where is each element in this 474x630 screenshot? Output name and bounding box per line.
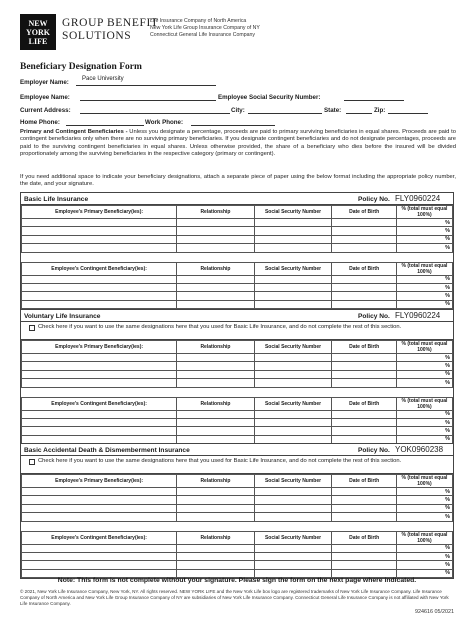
beneficiary-name-cell[interactable]	[22, 292, 177, 300]
home-phone-label: Home Phone:	[20, 119, 60, 126]
relationship-cell[interactable]	[177, 292, 255, 300]
section-title: Basic Life Insurance	[24, 195, 89, 203]
ssn-cell[interactable]	[254, 370, 332, 378]
ssn-cell[interactable]	[254, 496, 332, 504]
percentage-cell[interactable]: %	[396, 513, 452, 521]
table-spacer-row	[22, 387, 453, 397]
address-field[interactable]	[80, 106, 230, 114]
percentage-header: % (total must equal 100%)	[396, 397, 452, 410]
table-row	[22, 370, 453, 378]
voluntary-life-beneficiary-table	[21, 340, 453, 444]
percentage-cell[interactable]: %	[396, 370, 452, 378]
policy-number: FLY0960224	[395, 194, 441, 204]
percentage-cell[interactable]: %	[396, 418, 452, 426]
table-row	[22, 496, 453, 504]
table-header-row	[22, 397, 453, 410]
beneficiary-name-header: Employee's Primary Beneficiary(ies):	[22, 341, 177, 354]
ssn-cell[interactable]	[254, 244, 332, 252]
beneficiary-name-header: Employee's Contingent Beneficiary(ies):	[22, 531, 177, 544]
beneficiary-name-cell[interactable]	[22, 513, 177, 521]
percentage-cell[interactable]: %	[396, 292, 452, 300]
ssn-cell[interactable]	[254, 292, 332, 300]
percentage-cell[interactable]: %	[396, 354, 452, 362]
percentage-cell[interactable]: %	[396, 427, 452, 435]
relationship-header: Relationship	[177, 397, 255, 410]
relationship-header: Relationship	[177, 475, 255, 488]
percentage-cell[interactable]: %	[396, 504, 452, 512]
percentage-header: % (total must equal 100%)	[396, 206, 452, 219]
section-title: Basic Accidental Death & Dismemberment Insurance	[24, 446, 190, 454]
table-header-row	[22, 206, 453, 219]
percentage-header: % (total must equal 100%)	[396, 531, 452, 544]
ssn-cell[interactable]	[254, 227, 332, 235]
relationship-header: Relationship	[177, 262, 255, 275]
table-row	[22, 379, 453, 387]
relationship-cell[interactable]	[177, 219, 255, 227]
dob-header: Date of Birth	[332, 262, 397, 275]
beneficiary-name-cell[interactable]	[22, 227, 177, 235]
beneficiary-name-cell[interactable]	[22, 244, 177, 252]
signature-note: Note: This form is not complete without your signature. Please sign the form on the next page where indicated.	[57, 577, 417, 584]
dob-cell[interactable]	[332, 379, 397, 387]
relationship-cell[interactable]	[177, 244, 255, 252]
dob-cell[interactable]	[332, 227, 397, 235]
table-row	[22, 488, 453, 496]
dob-cell[interactable]	[332, 283, 397, 291]
beneficiary-name-cell[interactable]	[22, 362, 177, 370]
relationship-cell[interactable]	[177, 354, 255, 362]
percentage-cell[interactable]: %	[396, 379, 452, 387]
basic-life-section	[20, 192, 454, 310]
table-header-row	[22, 531, 453, 544]
relationship-cell[interactable]	[177, 488, 255, 496]
beneficiary-name-cell[interactable]	[22, 410, 177, 418]
beneficiary-name-cell[interactable]	[22, 488, 177, 496]
table-row	[22, 504, 453, 512]
relationship-cell[interactable]	[177, 427, 255, 435]
percentage-cell[interactable]: %	[396, 496, 452, 504]
beneficiary-name-cell[interactable]	[22, 354, 177, 362]
table-row	[22, 544, 453, 552]
ssn-cell[interactable]	[254, 275, 332, 283]
zip-field[interactable]	[388, 106, 428, 114]
ssn-cell[interactable]	[254, 362, 332, 370]
ssn-cell[interactable]	[254, 488, 332, 496]
percentage-cell[interactable]: %	[396, 300, 452, 308]
dob-cell[interactable]	[332, 300, 397, 308]
ssn-cell[interactable]	[254, 418, 332, 426]
percentage-cell[interactable]: %	[396, 410, 452, 418]
beneficiary-name-cell[interactable]	[22, 544, 177, 552]
beneficiary-rules-paragraph: Primary and Contingent Beneficiaries - Unless you designate a percentage, proceeds are paid to primary surviving beneficiaries in equal shares. Proceeds are paid to contingent beneficiaries only when there are no surviving primary beneficiaries. If you designate contingent beneficiaries and do not designate percentages, proceeds are paid to the surviving contingent beneficiaries in equal shares. Unless otherwise provided, the share of a beneficiary who dies before the insured will be divided proportionately among the surviving beneficiaries in the respective category (primary or contingent).	[20, 129, 456, 158]
percentage-cell[interactable]: %	[396, 362, 452, 370]
ssn-label: Employee Social Security Number:	[218, 94, 321, 101]
table-header-row	[22, 475, 453, 488]
percentage-header: % (total must equal 100%)	[396, 341, 452, 354]
dob-cell[interactable]	[332, 244, 397, 252]
beneficiary-name-cell[interactable]	[22, 504, 177, 512]
form-code: 924616 05/2021	[415, 609, 454, 615]
policy-number: YOK0960238	[395, 445, 444, 455]
table-row	[22, 354, 453, 362]
percentage-cell[interactable]: %	[396, 488, 452, 496]
ssn-header: Social Security Number	[254, 397, 332, 410]
ssn-field[interactable]	[344, 93, 404, 101]
state-field[interactable]	[346, 106, 372, 114]
table-row	[22, 244, 453, 252]
dob-cell[interactable]	[332, 235, 397, 243]
relationship-cell[interactable]	[177, 544, 255, 552]
city-field[interactable]	[248, 106, 322, 114]
ssn-cell[interactable]	[254, 410, 332, 418]
dob-header: Date of Birth	[332, 531, 397, 544]
table-row	[22, 362, 453, 370]
city-label: City:	[231, 107, 245, 114]
ssn-cell[interactable]	[254, 561, 332, 569]
percentage-cell[interactable]: %	[396, 235, 452, 243]
relationship-cell[interactable]	[177, 504, 255, 512]
ssn-header: Social Security Number	[254, 341, 332, 354]
percentage-cell[interactable]: %	[396, 569, 452, 577]
percentage-header: % (total must equal 100%)	[396, 475, 452, 488]
spacer-cell	[22, 521, 453, 531]
beneficiary-name-cell[interactable]	[22, 283, 177, 291]
same-designation-text: Check here if you want to use the same designations here that you used for Basic Life Insurance, and do not complete the rest of this section.	[38, 458, 402, 464]
ssn-cell[interactable]	[254, 427, 332, 435]
copyright-text: © 2021, New York Life Insurance Company, New York, NY. All rights reserved. NEW YORK LIFE and the New York Life box logo are registered trademarks of New York Life Insurance Company. Life Insurance Company of North America and New York Life Group Insurance Company of NY are subsidiaries of New York Life Insurance Company. Connecticut General Life Insurance Company is not affiliated with New York Life Insurance Company.	[20, 589, 449, 606]
dob-cell[interactable]	[332, 275, 397, 283]
dob-cell[interactable]	[332, 496, 397, 504]
dob-cell[interactable]	[332, 418, 397, 426]
percentage-cell[interactable]: %	[396, 552, 452, 560]
basic-life-beneficiary-table	[21, 205, 453, 309]
add-beneficiary-table	[21, 474, 453, 578]
relationship-header: Relationship	[177, 531, 255, 544]
relationship-cell[interactable]	[177, 283, 255, 291]
table-spacer-row	[22, 252, 453, 262]
policy-label: Policy No.	[358, 446, 390, 454]
table-row	[22, 219, 453, 227]
beneficiary-name-cell[interactable]	[22, 379, 177, 387]
beneficiary-name-cell[interactable]	[22, 561, 177, 569]
same-designation-checkbox[interactable]	[29, 459, 35, 465]
address-label: Current Address:	[20, 107, 71, 114]
ssn-header: Social Security Number	[254, 475, 332, 488]
same-designation-text: Check here if you want to use the same designations here that you used for Basic Life Insurance, and do not complete the rest of this section.	[38, 324, 402, 330]
beneficiary-name-header: Employee's Primary Beneficiary(ies):	[22, 206, 177, 219]
table-row	[22, 283, 453, 291]
ssn-header: Social Security Number	[254, 531, 332, 544]
brand-name: GROUP BENEFIT SOLUTIONS	[62, 17, 159, 42]
dob-cell[interactable]	[332, 552, 397, 560]
relationship-cell[interactable]	[177, 300, 255, 308]
table-row	[22, 410, 453, 418]
percentage-cell[interactable]: %	[396, 435, 452, 443]
percentage-cell[interactable]: %	[396, 227, 452, 235]
table-row	[22, 561, 453, 569]
same-designation-row	[21, 456, 453, 474]
table-row	[22, 427, 453, 435]
dob-cell[interactable]	[332, 362, 397, 370]
dob-cell[interactable]	[332, 219, 397, 227]
beneficiary-name-cell[interactable]	[22, 418, 177, 426]
dob-cell[interactable]	[332, 504, 397, 512]
voluntary-life-section	[20, 309, 454, 445]
percentage-cell[interactable]: %	[396, 219, 452, 227]
relationship-header: Relationship	[177, 206, 255, 219]
beneficiary-name-cell[interactable]	[22, 552, 177, 560]
beneficiary-name-cell[interactable]	[22, 235, 177, 243]
same-designation-checkbox[interactable]	[29, 325, 35, 331]
company-name: New York Life Group Insurance Company of NY	[150, 25, 260, 31]
ssn-header: Social Security Number	[254, 206, 332, 219]
dob-cell[interactable]	[332, 488, 397, 496]
relationship-cell[interactable]	[177, 370, 255, 378]
work-phone-field[interactable]	[191, 118, 275, 126]
relationship-cell[interactable]	[177, 552, 255, 560]
employee-name-field[interactable]	[80, 93, 216, 101]
company-name: Life Insurance Company of North America	[150, 18, 247, 24]
table-row	[22, 513, 453, 521]
section-title: Voluntary Life Insurance	[24, 312, 101, 320]
dob-cell[interactable]	[332, 513, 397, 521]
relationship-cell[interactable]	[177, 275, 255, 283]
employer-name-value: Pace University	[82, 76, 124, 82]
percentage-cell[interactable]: %	[396, 283, 452, 291]
new-york-life-logo: NEW YORK LIFE	[20, 14, 56, 50]
percentage-header: % (total must equal 100%)	[396, 262, 452, 275]
table-row	[22, 300, 453, 308]
percentage-cell[interactable]: %	[396, 244, 452, 252]
table-row	[22, 235, 453, 243]
ssn-cell[interactable]	[254, 379, 332, 387]
dob-cell[interactable]	[332, 292, 397, 300]
table-row	[22, 227, 453, 235]
beneficiary-name-cell[interactable]	[22, 496, 177, 504]
relationship-cell[interactable]	[177, 227, 255, 235]
table-row	[22, 275, 453, 283]
dob-cell[interactable]	[332, 410, 397, 418]
dob-header: Date of Birth	[332, 475, 397, 488]
ssn-cell[interactable]	[254, 504, 332, 512]
ssn-cell[interactable]	[254, 354, 332, 362]
section-header	[21, 310, 453, 322]
home-phone-field[interactable]	[66, 118, 144, 126]
relationship-cell[interactable]	[177, 561, 255, 569]
relationship-cell[interactable]	[177, 410, 255, 418]
relationship-cell[interactable]	[177, 362, 255, 370]
beneficiary-name-cell[interactable]	[22, 300, 177, 308]
company-list	[150, 18, 260, 39]
ssn-cell[interactable]	[254, 283, 332, 291]
beneficiary-name-header: Employee's Contingent Beneficiary(ies):	[22, 262, 177, 275]
form-title: Beneficiary Designation Form	[20, 62, 142, 72]
state-label: State:	[324, 107, 342, 114]
table-header-row	[22, 341, 453, 354]
policy-number: FLY0960224	[395, 311, 441, 321]
relationship-cell[interactable]	[177, 235, 255, 243]
ssn-cell[interactable]	[254, 235, 332, 243]
beneficiary-name-cell[interactable]	[22, 219, 177, 227]
section-header	[21, 444, 453, 456]
table-header-row	[22, 262, 453, 275]
percentage-cell[interactable]: %	[396, 275, 452, 283]
relationship-cell[interactable]	[177, 513, 255, 521]
dob-cell[interactable]	[332, 427, 397, 435]
percentage-cell[interactable]: %	[396, 544, 452, 552]
beneficiary-name-cell[interactable]	[22, 275, 177, 283]
additional-space-paragraph: If you need additional space to indicate your beneficiary designations, attach a separate piece of paper using the below format including the appropriate policy number, the date, and your signature.	[20, 174, 456, 188]
table-row	[22, 552, 453, 560]
dob-cell[interactable]	[332, 354, 397, 362]
relationship-header: Relationship	[177, 341, 255, 354]
policy-label: Policy No.	[358, 195, 390, 203]
relationship-cell[interactable]	[177, 496, 255, 504]
table-row	[22, 292, 453, 300]
employee-name-label: Employee Name:	[20, 94, 70, 101]
spacer-cell	[22, 387, 453, 397]
dob-cell[interactable]	[332, 370, 397, 378]
add-section	[20, 443, 454, 579]
same-designation-row	[21, 322, 453, 340]
ssn-cell[interactable]	[254, 544, 332, 552]
dob-cell[interactable]	[332, 561, 397, 569]
beneficiary-name-cell[interactable]	[22, 427, 177, 435]
section-header	[21, 193, 453, 205]
employer-name-label: Employer Name:	[20, 79, 69, 86]
dob-header: Date of Birth	[332, 397, 397, 410]
dob-cell[interactable]	[332, 544, 397, 552]
ssn-header: Social Security Number	[254, 262, 332, 275]
ssn-cell[interactable]	[254, 219, 332, 227]
beneficiary-name-header: Employee's Contingent Beneficiary(ies):	[22, 397, 177, 410]
table-row	[22, 418, 453, 426]
relationship-cell[interactable]	[177, 379, 255, 387]
ssn-cell[interactable]	[254, 513, 332, 521]
company-name: Connecticut General Life Insurance Company	[150, 32, 255, 38]
dob-header: Date of Birth	[332, 206, 397, 219]
relationship-cell[interactable]	[177, 418, 255, 426]
work-phone-label: Work Phone:	[145, 119, 184, 126]
policy-label: Policy No.	[358, 312, 390, 320]
beneficiary-name-header: Employee's Primary Beneficiary(ies):	[22, 475, 177, 488]
beneficiary-name-cell[interactable]	[22, 370, 177, 378]
percentage-cell[interactable]: %	[396, 561, 452, 569]
spacer-cell	[22, 252, 453, 262]
ssn-cell[interactable]	[254, 552, 332, 560]
dob-header: Date of Birth	[332, 341, 397, 354]
table-spacer-row	[22, 521, 453, 531]
zip-label: Zip:	[374, 107, 386, 114]
ssn-cell[interactable]	[254, 300, 332, 308]
